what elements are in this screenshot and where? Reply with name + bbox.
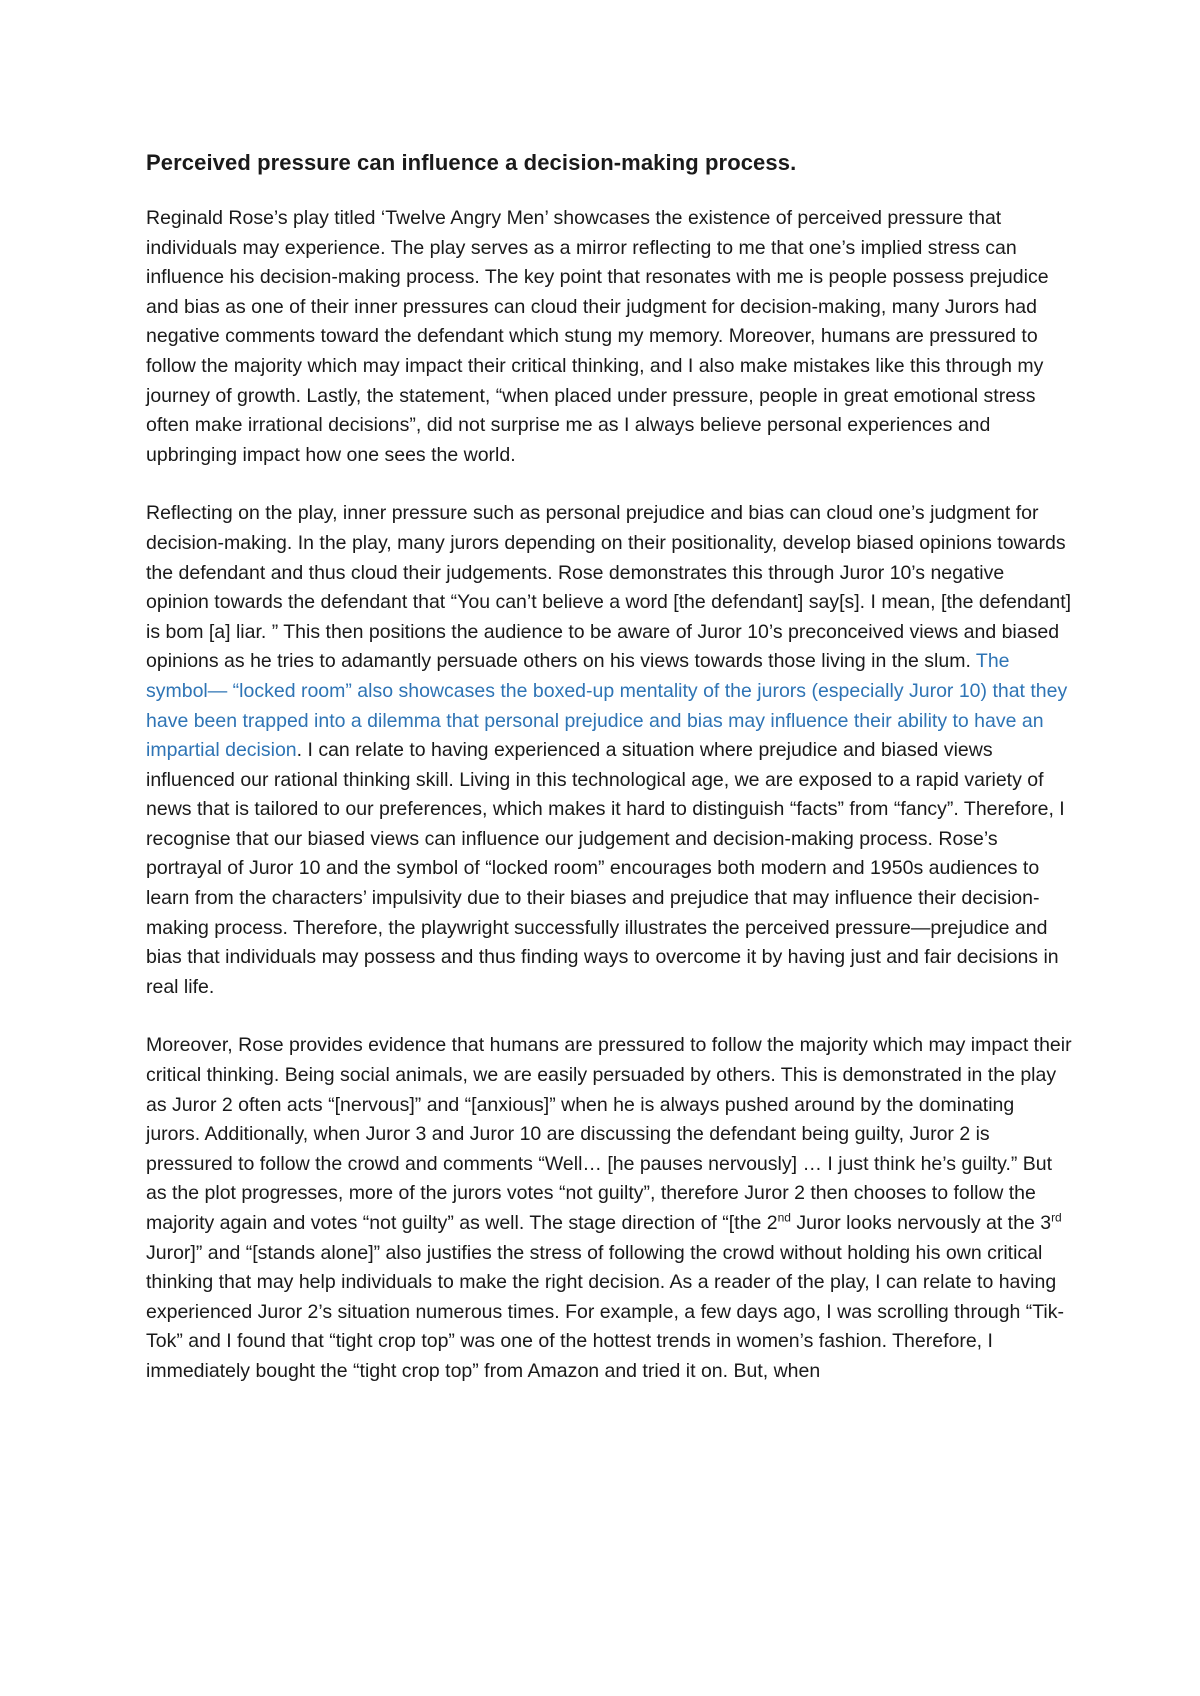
paragraph-prejudice (146, 499, 1072, 1002)
paragraph-1-text: Reginald Rose’s play titled ‘Twelve Angry Men’ showcases the existence of perceived pressure that individuals may experience. The play serves as a mirror reflecting to me that one’s implied stress can influence his decision-making process. The key point that resonates with me is people possess prejudice and bias as one of their inner pressures can cloud their judgment for decision-making, many Jurors had negative comments toward the defendant which stung my memory. Moreover, humans are pressured to follow the majority which may impact their critical thinking, and I also make mistakes like this through my journey of growth. Lastly, the statement, “when placed under pressure, people in great emotional stress often make irrational decisions”, did not surprise me as I always believe personal experiences and upbringing impact how one sees the world. (146, 207, 1049, 466)
paragraph-2-highlighted-text: The symbol— “locked room” also showcases the boxed-up mentality of the jurors (especially Juror 10) that they have been trapped into a dilemma that personal prejudice and bias may influence their ability to have an impartial decision (146, 650, 1068, 762)
document-title: Perceived pressure can influence a decision-making process. (146, 150, 797, 175)
paragraph-introduction (146, 204, 1072, 470)
paragraph-majority (146, 1031, 1072, 1386)
paragraph-2-text-b: . I can relate to having experienced a situation where prejudice and biased views influenced our rational thinking skill. Living in this technological age, we are exposed to a rapid variety of news that is tailored to our preferences, which makes it hard to distinguish “facts” from “fancy”. Therefore, I recognise that our biased views can influence our judgement and decision-making process. Rose’s portrayal of Juror 10 and the symbol of “locked room” encourages both modern and 1950s audiences to learn from the characters’ impulsivity due to their biases and prejudice that may influence their decision-making process. Therefore, the playwright successfully illustrates the perceived pressure—prejudice and bias that individuals may possess and thus finding ways to overcome it by having just and fair decisions in real life. (146, 739, 1065, 998)
superscript-rd: rd (1051, 1210, 1062, 1225)
document-page (146, 150, 1072, 1416)
paragraph-3-text-c: Juror]” and “[stands alone]” also justifies the stress of following the crowd without holding his own critical thinking that may help individuals to make the right decision. As a reader of the play, I can relate to having experienced Juror 2’s situation numerous times. For example, a few days ago, I was scrolling through “Tik-Tok” and I found that “tight crop top” was one of the hottest trends in women’s fashion. Therefore, I immediately bought the “tight crop top” from Amazon and tried it on. But, when (146, 1241, 1064, 1382)
paragraph-2-text-a: Reflecting on the play, inner pressure such as personal prejudice and bias can cloud one’s judgment for decision-making. In the play, many jurors depending on their positionality, develop biased opinions towards the defendant and thus cloud their judgements. Rose demonstrates this through Juror 10’s negative opinion towards the defendant that “You can’t believe a word [the defendant] say[s]. I mean, [the defendant] is bom [a] liar. ” This then positions the audience to be aware of Juror 10’s preconceived views and biased opinions as he tries to adamantly persuade others on his views towards those living in the slum. (146, 502, 1072, 673)
paragraph-3-text-a: Moreover, Rose provides evidence that humans are pressured to follow the majority which may impact their critical thinking. Being social animals, we are easily persuaded by others. This is demonstrated in the play as Juror 2 often acts “[nervous]” and “[anxious]” when he is always pushed around by the dominating jurors. Additionally, when Juror 3 and Juror 10 are discussing the defendant being guilty, Juror 2 is pressured to follow the crowd and comments “Well… [he pauses nervously] … I just think he’s guilty.” But as the plot progresses, more of the jurors votes “not guilty”, therefore Juror 2 then chooses to follow the majority again and votes “not guilty” as well. The stage direction of “[the 2 (146, 1034, 1072, 1234)
superscript-nd: nd (777, 1210, 791, 1225)
paragraph-3-text-b: Juror looks nervously at the 3 (790, 1212, 1052, 1234)
